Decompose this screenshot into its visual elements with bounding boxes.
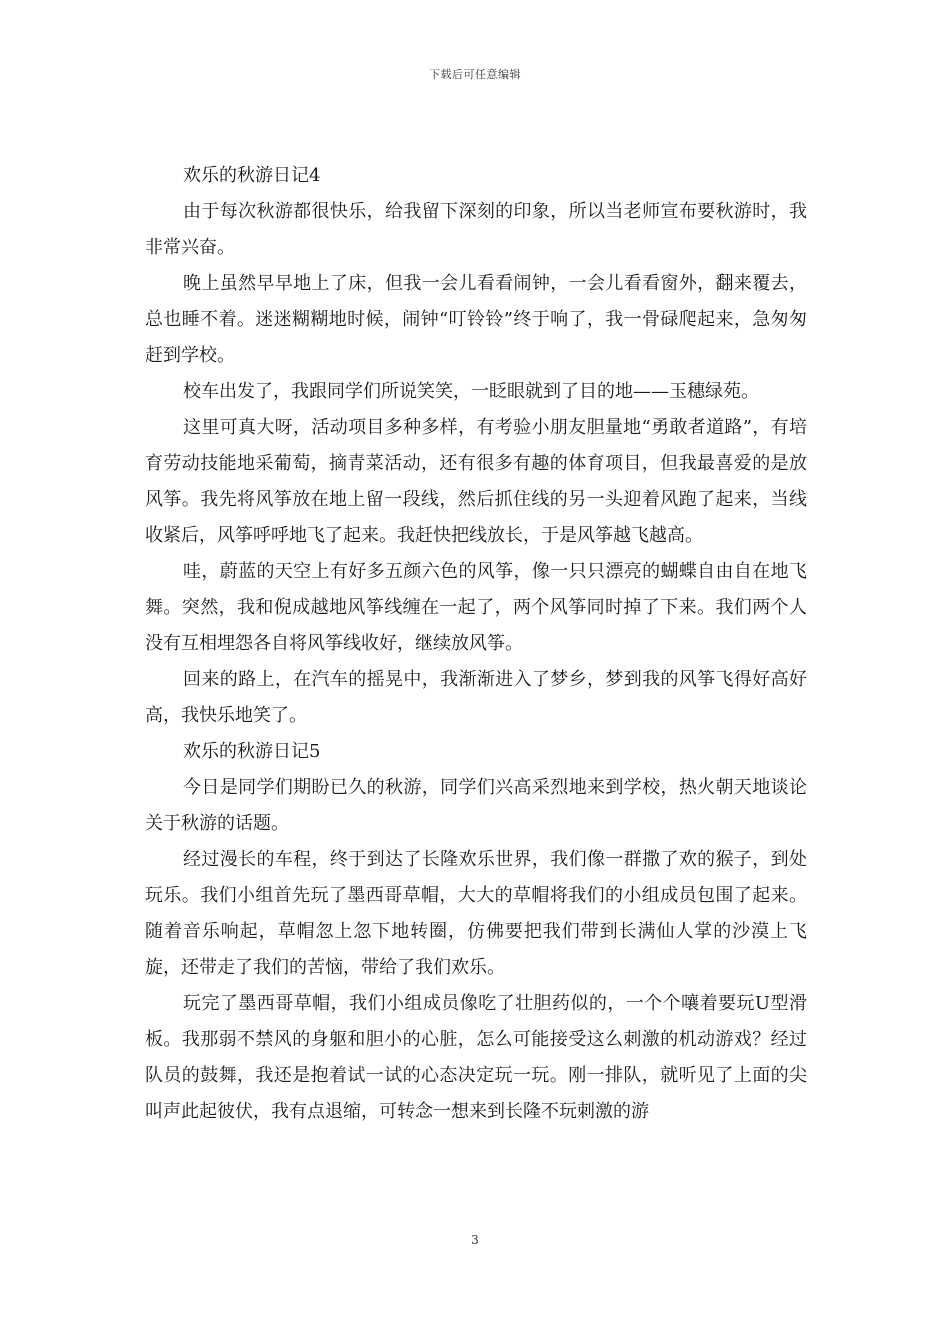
diary-title-5: 欢乐的秋游日记5 [183, 741, 321, 762]
paragraph: 晚上虽然早早地上了床，但我一会儿看看闹钟，一会儿看看窗外，翻来覆去，总也睡不着。迷迷糊糊地时候，闹钟“叮铃铃”终于响了，我一骨碌爬起来，急匆匆赶到学校。 [145, 273, 807, 366]
paragraph: 校车出发了，我跟同学们所说笑笑，一眨眼就到了目的地——玉穗绿苑。 [183, 381, 759, 402]
paragraph: 今日是同学们期盼已久的秋游，同学们兴高采烈地来到学校，热火朝天地谈论关于秋游的话题。 [145, 777, 807, 834]
paragraph: 由于每次秋游都很快乐，给我留下深刻的印象，所以当老师宣布要秋游时，我非常兴奋。 [145, 201, 807, 258]
diary-title-4: 欢乐的秋游日记4 [183, 165, 321, 186]
page-header: 下载后可任意编辑 [429, 68, 521, 81]
page-number: 3 [471, 1233, 479, 1247]
paragraph: 这里可真大呀，活动项目多种多样，有考验小朋友胆量地“勇敢者道路”，有培育劳动技能地采葡萄，摘青菜活动，还有很多有趣的体育项目，但我最喜爱的是放风筝。我先将风筝放在地上留一段线，然后抓住线的另一头迎着风跑了起来，当线收紧后，风筝呼呼地飞了起来。我赶快把线放长，于是风筝越飞越高。 [145, 417, 807, 546]
paragraph: 哇，蔚蓝的天空上有好多五颜六色的风筝，像一只只漂亮的蝴蝶自由自在地飞舞。突然，我和倪成越地风筝线缠在一起了，两个风筝同时掉了下来。我们两个人没有互相埋怨各自将风筝线收好，继续放风筝。 [145, 561, 807, 654]
paragraph: 回来的路上，在汽车的摇晃中，我渐渐进入了梦乡，梦到我的风筝飞得好高好高，我快乐地笑了。 [145, 669, 807, 726]
paragraph: 经过漫长的车程，终于到达了长隆欢乐世界，我们像一群撒了欢的猴子，到处玩乐。我们小组首先玩了墨西哥草帽，大大的草帽将我们的小组成员包围了起来。随着音乐响起，草帽忽上忽下地转圈，仿佛要把我们带到长满仙人掌的沙漠上飞旋，还带走了我们的苦恼，带给了我们欢乐。 [145, 849, 807, 978]
document-body [145, 158, 807, 1130]
paragraph: 玩完了墨西哥草帽，我们小组成员像吃了壮胆药似的，一个个嚷着要玩U型滑板。我那弱不禁风的身躯和胆小的心脏，怎么可能接受这么刺激的机动游戏？经过队员的鼓舞，我还是抱着试一试的心态决定玩一玩。刚一排队，就听见了上面的尖叫声此起彼伏，我有点退缩，可转念一想来到长隆不玩刺激的游 [145, 993, 807, 1122]
